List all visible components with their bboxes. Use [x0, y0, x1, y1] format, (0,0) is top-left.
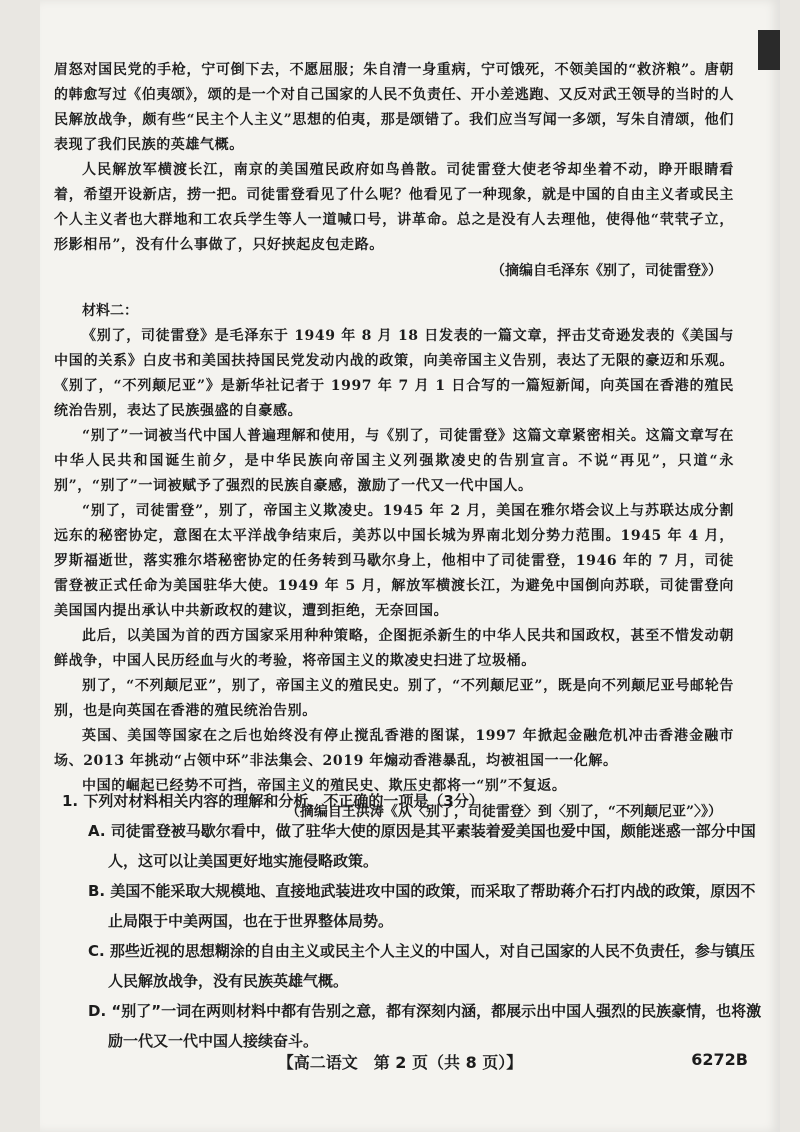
material-one-paragraph-1: 眉怒对国民党的手枪，宁可倒下去，不愿屈服；朱自清一身重病，宁可饿死，不领美国的“救济粮”。唐朝的韩愈写过《伯夷颂》，颂的是一个对自己国家的人民不负责任、开小差逃跑、又反对武王领导的当时的人民解放战争，颇有些“民主个人主义”思想的伯夷，那是颂错了。我们应当写闻一多颂，写朱自清颂，他们表现了我们民族的英雄气概。 [54, 62, 734, 153]
material-two-paragraph-4: 此后，以美国为首的西方国家采用种种策略，企图扼杀新生的中华人民共和国政权，甚至不惜发动朝鲜战争，中国人民历经血与火的考验，将帝国主义的欺凌史扫进了垃圾桶。 [54, 628, 734, 669]
reading-passage [54, 58, 734, 825]
question-1-option-b: B. 美国不能采取大规模地、直接地武装进攻中国的政策，而采取了帮助蒋介石打内战的政策，原因不止局限于中美两国，也在于世界整体局势。 [88, 882, 756, 930]
exam-code: 6272B [691, 1050, 748, 1069]
material-one-source: （摘编自毛泽东《别了，司徒雷登》） [491, 263, 722, 279]
material-two-paragraph-3: “别了，司徒雷登”，别了，帝国主义欺凌史。1945 年 2 月，美国在雅尔塔会议上与苏联达成分割远东的秘密协定，意图在太平洋战争结束后，美苏以中国长城为界南北划分势力范围。1945 年 4 月，罗斯福逝世，落实雅尔塔秘密协定的任务转到马歇尔身上，他相中了司徒雷登，1946 年的 7 月，司徒雷登被正式任命为美国驻华大使。1949 年 5 月，解放军横渡长江，为避免中国倒向苏联，司徒雷登向美国国内提出承认中共新政权的建议，遭到拒绝，无奈回国。 [54, 503, 734, 619]
material-two-paragraph-2: “别了”一词被当代中国人普遍理解和使用，与《别了，司徒雷登》这篇文章紧密相关。这篇文章写在中华人民共和国诞生前夕，是中华民族向帝国主义列强欺凌史的告别宣言。不说“再见”，只道“永别”，“别了”一词被赋予了强烈的民族自豪感，激励了一代又一代中国人。 [54, 428, 734, 494]
material-two-paragraph-6: 英国、美国等国家在之后也始终没有停止搅乱香港的图谋，1997 年掀起金融危机冲击香港金融市场、2013 年挑动“占领中环”非法集会、2019 年煽动香港暴乱，均被祖国一一化解。 [54, 728, 734, 769]
material-two-paragraph-1: 《别了，司徒雷登》是毛泽东于 1949 年 8 月 18 日发表的一篇文章，抨击艾奇逊发表的《美国与中国的关系》白皮书和美国扶持国民党发动内战的政策，向美帝国主义告别，表达了无限的豪迈和乐观。《别了，“不列颠尼亚”》是新华社记者于 1997 年 7 月 1 日合写的一篇短新闻，向英国在香港的殖民统治告别，表达了民族强盛的自豪感。 [54, 328, 734, 419]
material-one [54, 58, 734, 284]
question-1 [62, 786, 762, 1056]
question-1-stem: 1. 下列对材料相关内容的理解和分析，不正确的一项是（3分） [62, 792, 484, 810]
question-1-option-a: A. 司徒雷登被马歇尔看中，做了驻华大使的原因是其平素装着爱美国也爱中国，颇能迷惑一部分中国人，这可以让美国更好地实施侵略政策。 [88, 822, 756, 870]
material-two [54, 298, 734, 825]
material-two-heading: 材料二： [82, 303, 138, 319]
question-1-option-c: C. 那些近视的思想糊涂的自由主义或民主个人主义的中国人，对自己国家的人民不负责任，参与镇压人民解放战争，没有民族英雄气概。 [88, 942, 755, 990]
material-two-source: （摘编自王洪涛《从〈别了，司徒雷登〉到〈别了，“不列颠尼亚”〉》） [285, 804, 722, 820]
material-two-paragraph-5: 别了，“不列颠尼亚”，别了，帝国主义的殖民史。别了，“不列颠尼亚”，既是向不列颠尼亚号邮轮告别，也是向英国在香港的殖民统治告别。 [54, 678, 734, 719]
question-1-option-d: D. “别了”一词在两则材料中都有告别之意，都有深刻内涵，都展示出中国人强烈的民族豪情，也将激励一代又一代中国人接续奋斗。 [88, 1002, 762, 1050]
page-footer [0, 1050, 800, 1080]
scan-edge-shadow [758, 30, 780, 70]
material-two-paragraph-7: 中国的崛起已经势不可挡，帝国主义的殖民史、欺压史都将一“别”不复返。 [82, 778, 567, 794]
page-number-label: 【高二语文 第 2 页（共 8 页）】 [277, 1053, 523, 1072]
material-one-paragraph-2: 人民解放军横渡长江，南京的美国殖民政府如鸟兽散。司徒雷登大使老爷却坐着不动，睁开眼睛看着，希望开设新店，捞一把。司徒雷登看见了什么呢？他看见了一种现象，就是中国的自由主义者或民主个人主义者也大群地和工农兵学生等人一道喊口号，讲革命。总之是没有人去理他，使得他“茕茕孑立，形影相吊”，没有什么事做了，只好挟起皮包走路。 [54, 162, 734, 253]
